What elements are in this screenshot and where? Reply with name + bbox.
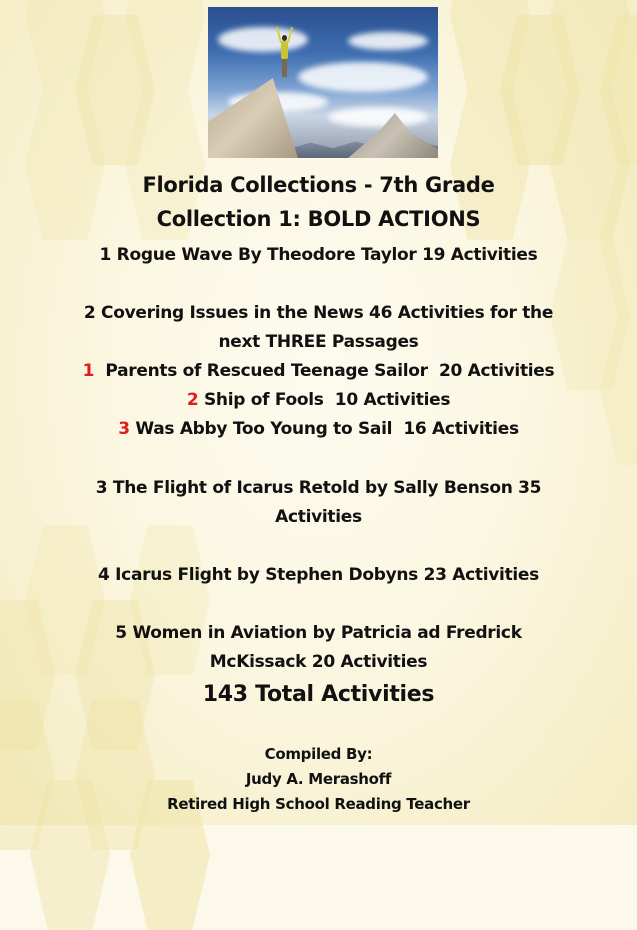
author-role: Retired High School Reading Teacher	[167, 795, 470, 813]
sub-passage-2	[0, 390, 637, 410]
compiled-by-label: Compiled By:	[264, 745, 373, 763]
sub-passage-number: 3	[118, 419, 130, 439]
cover-photo	[208, 7, 438, 158]
sub-passage-number: 1	[82, 361, 95, 381]
activity-item-3-line-2: Activities	[275, 507, 362, 527]
activity-item-1: 1 Rogue Wave By Theodore Taylor 19 Activities	[99, 245, 538, 265]
sub-passage-1	[0, 361, 637, 381]
activity-item-5-line-2: McKissack 20 Activities	[209, 652, 428, 672]
activity-item-2-line-1: 2 Covering Issues in the News 46 Activities for the	[83, 303, 554, 323]
author-name: Judy A. Merashoff	[245, 770, 392, 788]
activity-item-5-line-1: 5 Women in Aviation by Patricia ad Fredrick	[115, 623, 522, 643]
sub-passage-3	[0, 419, 637, 439]
sub-passage-number: 2	[186, 390, 199, 410]
activity-item-2-line-2: next THREE Passages	[218, 332, 419, 352]
sub-passage-text: Parents of Rescued Teenage Sailor 20 Activities	[94, 361, 555, 381]
title-line-2: Collection 1: BOLD ACTIONS	[156, 207, 481, 231]
sub-passage-text: Was Abby Too Young to Sail 16 Activities	[129, 419, 519, 439]
activity-item-4: 4 Icarus Flight by Stephen Dobyns 23 Activities	[98, 565, 539, 585]
summit-rock	[208, 78, 298, 158]
activity-item-3-line-1: 3 The Flight of Icarus Retold by Sally Benson 35	[95, 478, 542, 498]
title-line-1: Florida Collections - 7th Grade	[142, 173, 495, 197]
climber-figure	[278, 27, 290, 85]
total-activities: 143 Total Activities	[202, 682, 435, 707]
sub-passage-text: Ship of Fools 10 Activities	[198, 390, 451, 410]
